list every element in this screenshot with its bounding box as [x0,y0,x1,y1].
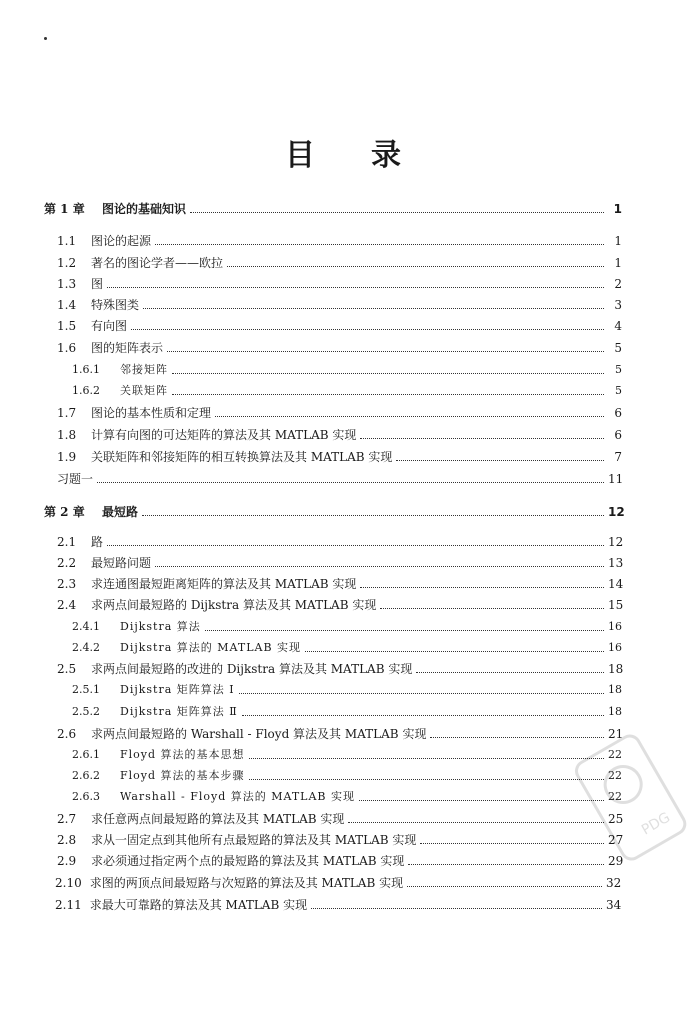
toc-entry [72,763,622,783]
toc-entry-page: 12 [608,535,624,549]
toc-entry-number: 2.2 [57,556,77,570]
toc-entry [55,870,620,890]
toc-entry-number: 1.5 [57,319,77,333]
toc-entry-page: 18 [608,662,624,676]
toc-entry [57,466,622,486]
dot-leader [407,886,602,887]
toc-entry-title: 关联矩阵和邻接矩阵的相互转换算法及其 MATLAB 实现 [91,450,393,464]
toc-entry-number: 2.3 [57,577,77,591]
toc-entry-title: 路 [91,535,104,549]
toc-entry [57,313,622,333]
toc-entry-title: 最短路 [102,505,139,519]
toc-entry-page: 5 [615,363,622,376]
toc-entry-title: 图 [91,277,104,291]
dot-leader [305,651,604,652]
toc-entry [57,721,622,741]
toc-entry-number: 2.10 [55,876,82,890]
toc-entry-number: 2.7 [57,812,77,826]
dot-leader [167,351,604,352]
toc-entry-number: 1.7 [57,406,77,420]
toc-entry-number: 2.11 [55,898,82,912]
toc-entry-page: 25 [608,812,624,826]
dot-leader [311,908,602,909]
toc-entry-number: 1.4 [57,298,77,312]
toc-entry-page: 22 [608,748,622,761]
toc-entry-page: 34 [606,898,622,912]
toc-entry-title: 求最大可靠路的算法及其 MATLAB 实现 [89,898,308,912]
toc-entry-number: 2.5.2 [72,705,100,718]
toc-entry-number: 2.6.3 [72,790,100,803]
toc-entry-page: 18 [608,705,622,718]
toc-entry-number: 2.4 [57,598,77,612]
dot-leader [155,244,604,245]
dot-leader [172,394,604,395]
dot-leader [360,587,604,588]
toc-entry [57,806,622,826]
dot-leader [239,693,604,694]
dot-leader [380,608,604,609]
dot-leader [205,630,604,631]
toc-entry-page: 6 [614,406,622,420]
toc-entry-page: 1 [613,202,622,216]
toc-entry-page: 11 [608,472,624,486]
dot-leader [430,737,604,738]
toc-entry-number: 2.4.1 [72,620,100,633]
toc-entry [72,357,622,377]
toc-entry-title: 求两点间最短路的 Warshall - Floyd 算法及其 MATLAB 实现 [91,727,427,741]
dot-leader [360,438,604,439]
toc-entry-title: 有向图 [91,319,128,333]
toc-entry-number: 1.9 [57,450,77,464]
toc-entry [57,400,622,420]
page-title [0,130,688,174]
dot-leader [142,515,604,516]
toc-entry-page: 22 [608,769,622,782]
page-speck [44,37,47,40]
toc-entry-number: 1.3 [57,277,77,291]
toc-entry-title: Warshall - Floyd 算法的 MATLAB 实现 [120,790,355,803]
toc-entry-page: 7 [614,450,622,464]
toc-entry [72,784,622,804]
toc-entry-title: 习题一 [57,472,94,486]
toc-entry-title: Dijkstra 算法的 MATLAB 实现 [120,641,302,654]
dot-leader [416,672,604,673]
toc-entry [57,656,622,676]
toc-entry [57,422,622,442]
toc-entry [55,892,620,912]
toc-entry [57,271,622,291]
toc-entry-page: 2 [614,277,622,291]
toc-entry-number: 2.5 [57,662,77,676]
toc-entry-title: 求任意两点间最短路的算法及其 MATLAB 实现 [91,812,345,826]
dot-leader [249,758,604,759]
toc-entry [72,677,622,697]
toc-entry-number: 2.6.1 [72,748,100,761]
toc-entry-page: 14 [608,577,624,591]
toc-entry-title: 计算有向图的可达矩阵的算法及其 MATLAB 实现 [91,428,357,442]
dot-leader [408,864,604,865]
dot-leader [215,416,604,417]
toc-entry-number: 1.2 [57,256,77,270]
toc-entry-page: 13 [608,556,624,570]
toc-entry-page: 22 [608,790,622,803]
toc-entry-title: Floyd 算法的基本思想 [120,748,245,761]
toc-entry-page: 15 [608,598,624,612]
toc-entry-number: 2.6 [57,727,77,741]
toc-entry [57,228,622,248]
toc-entry-number: 1.6.2 [72,384,100,397]
toc-entry-page: 16 [608,620,622,633]
toc-entry [57,550,622,570]
toc-entry-page: 18 [608,683,622,696]
toc-entry-title: 求从一固定点到其他所有点最短路的算法及其 MATLAB 实现 [91,833,417,847]
toc-entry-page: 12 [608,505,625,519]
dot-leader [359,800,604,801]
toc-entry-number: 1.6 [57,341,77,355]
dot-leader [131,329,604,330]
toc-entry [57,592,622,612]
toc-entry [72,742,622,762]
toc-entry-page: 16 [608,641,622,654]
title-char-1: 目 [285,138,317,173]
toc-entry-title: 求连通图最短距离矩阵的算法及其 MATLAB 实现 [91,577,357,591]
toc-entry [57,827,622,847]
dot-leader [143,308,604,309]
toc-entry-title: 求图的两顶点间最短路与次短路的算法及其 MATLAB 实现 [89,876,404,890]
dot-leader [97,482,604,483]
watermark-text: PDG [639,809,674,839]
dot-leader [396,460,604,461]
toc-entry-page: 6 [614,428,622,442]
toc-entry-page: 3 [614,298,622,312]
dot-leader [107,545,604,546]
toc-entry-title: 图的矩阵表示 [91,341,164,355]
dot-leader [420,843,604,844]
toc-entry-page: 1 [614,234,622,248]
dot-leader [172,373,604,374]
toc-entry-title: Dijkstra 矩阵算法 Ⅰ [120,683,235,696]
toc-entry-title: 特殊图类 [91,298,140,312]
toc-entry-page: 5 [614,341,622,355]
toc-entry-title: 图论的基础知识 [102,202,187,216]
toc-entry-page: 32 [606,876,622,890]
toc-entry-number: 1.6.1 [72,363,100,376]
toc-entry [44,499,625,519]
toc-entry-number: 1.1 [57,234,77,248]
toc-entry-title: 最短路问题 [91,556,152,570]
toc-entry-number: 第 1 章 [44,202,85,216]
toc-entry [57,848,622,868]
toc-entry-number: 2.4.2 [72,641,100,654]
toc-entry-number: 2.6.2 [72,769,100,782]
toc-entry [57,571,622,591]
toc-entry-number: 2.5.1 [72,683,100,696]
dot-leader [249,779,604,780]
toc-entry-number: 第 2 章 [44,505,85,519]
toc-entry [57,444,622,464]
dot-leader [227,266,604,267]
toc-entry-title: 关联矩阵 [120,384,168,397]
toc-entry [72,614,622,634]
toc-entry-title: 图论的基本性质和定理 [91,406,212,420]
title-char-2: 录 [371,138,403,173]
toc-entry [72,378,622,398]
toc-entry-page: 21 [608,727,624,741]
toc-entry-title: 求两点间最短路的 Dijkstra 算法及其 MATLAB 实现 [91,598,377,612]
dot-leader [190,212,604,213]
toc-entry-title: Floyd 算法的基本步骤 [120,769,245,782]
toc-entry [44,196,622,216]
toc-entry [57,250,622,270]
dot-leader [242,715,604,716]
dot-leader [155,566,604,567]
toc-entry-title: 求两点间最短路的改进的 Dijkstra 算法及其 MATLAB 实现 [91,662,413,676]
toc-entry-title: 邻接矩阵 [120,363,168,376]
toc-entry [72,699,622,719]
toc-entry [72,635,622,655]
toc-entry-number: 2.8 [57,833,77,847]
toc-entry-page: 4 [614,319,622,333]
toc-entry-title: 求必须通过指定两个点的最短路的算法及其 MATLAB 实现 [91,854,405,868]
toc-entry-title: Dijkstra 矩阵算法 Ⅱ [120,705,238,718]
toc-entry-number: 1.8 [57,428,77,442]
toc-entry-page: 27 [608,833,624,847]
dot-leader [107,287,604,288]
toc-entry [57,292,622,312]
dot-leader [348,822,604,823]
toc-entry [57,529,622,549]
toc-entry-title: 著名的图论学者——欧拉 [91,256,224,270]
toc-entry [57,335,622,355]
toc-entry-page: 29 [608,854,624,868]
toc-entry-page: 1 [614,256,622,270]
toc-entry-number: 2.9 [57,854,77,868]
toc-entry-title: Dijkstra 算法 [120,620,201,633]
toc-entry-title: 图论的起源 [91,234,152,248]
toc-entry-page: 5 [615,384,622,397]
toc-entry-number: 2.1 [57,535,77,549]
